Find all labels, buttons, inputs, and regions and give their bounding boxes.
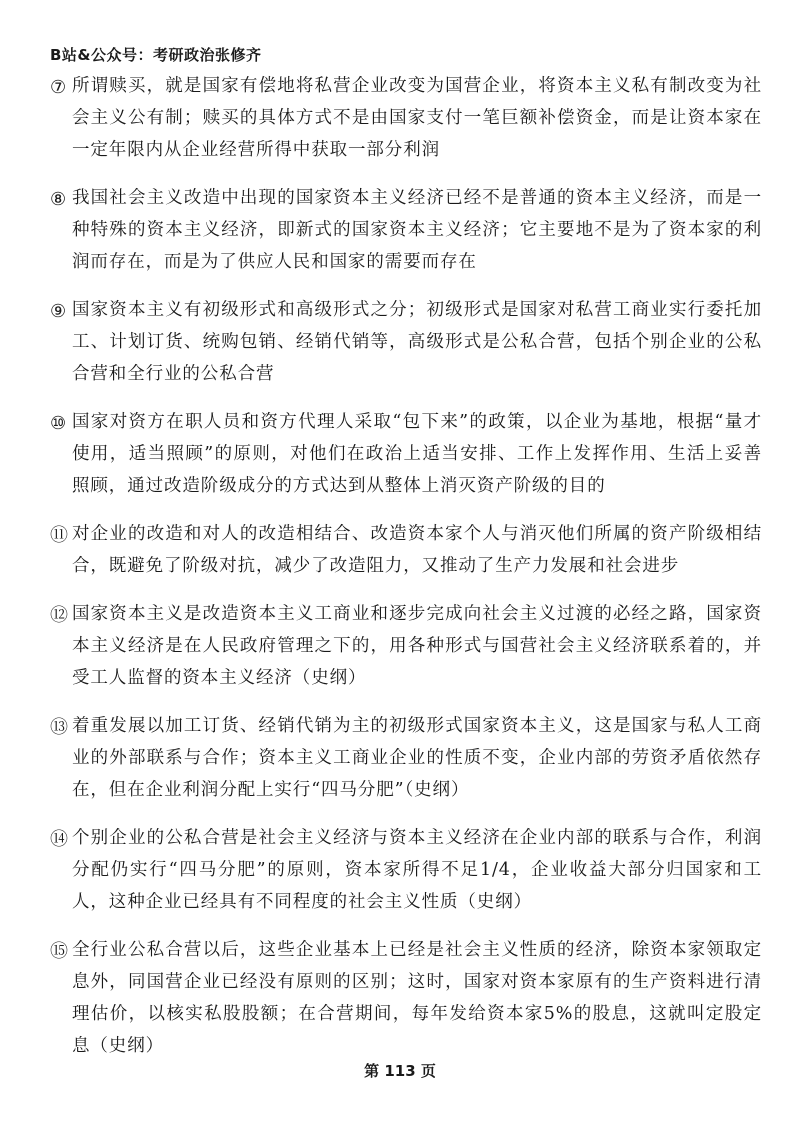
item-text-12: 国家资本主义是改造资本主义工商业和逐步完成向社会主义过渡的必经之路，国家资本主义经济是在人民政府管理之下的，用各种形式与国营社会主义经济联系着的，并受工人监督的资本主义经济（史纲）: [72, 604, 762, 688]
page-number-label: 第 113 页: [364, 1062, 436, 1080]
page-header: [50, 44, 262, 65]
item-number-9: ⑨: [50, 301, 67, 322]
note-item-14: [50, 822, 762, 918]
item-text-7: 所谓赎买，就是国家有偿地将私营企业改变为国营企业，将资本主义私有制改变为社会主义公有制；赎买的具体方式不是由国家支付一笔巨额补偿资金，而是让资本家在一定年限内从企业经营所得中获取一部分利润: [72, 76, 762, 160]
note-item-12: [50, 598, 762, 694]
note-item-9: [50, 294, 762, 390]
note-item-8: [50, 182, 762, 278]
study-notes: [50, 70, 762, 1078]
header-label: B站&公众号：考研政治张修齐: [50, 46, 262, 64]
note-item-10: [50, 406, 762, 502]
item-number-12: ⑫: [50, 605, 68, 626]
item-text-13: 着重发展以加工订货、经销代销为主的初级形式国家资本主义，这是国家与私人工商业的外部联系与合作；资本主义工商业企业的性质不变，企业内部的劳资矛盾依然存在，但在企业利润分配上实行“四马分肥”（史纲）: [72, 716, 762, 800]
item-number-7: ⑦: [50, 77, 67, 98]
note-item-15: [50, 934, 762, 1062]
item-number-13: ⑬: [50, 717, 68, 738]
item-text-11: 对企业的改造和对人的改造相结合、改造资本家个人与消灭他们所属的资产阶级相结合，既避免了阶级对抗，减少了改造阻力，又推动了生产力发展和社会进步: [72, 524, 762, 576]
note-item-7: [50, 70, 762, 166]
page-number: [0, 1060, 800, 1081]
item-number-14: ⑭: [50, 829, 68, 850]
item-number-11: ⑪: [50, 525, 68, 546]
item-text-15: 全行业公私合营以后，这些企业基本上已经是社会主义性质的经济，除资本家领取定息外，同国营企业已经没有原则的区别；这时，国家对资本家原有的生产资料进行清理估价，以核实私股股额；在合营期间，每年发给资本家5%的股息，这就叫定股定息（史纲）: [72, 940, 762, 1056]
item-number-10: ⑩: [50, 413, 67, 434]
item-number-15: ⑮: [50, 941, 68, 962]
item-number-8: ⑧: [50, 189, 67, 210]
item-text-10: 国家对资方在职人员和资方代理人采取“包下来”的政策，以企业为基地，根据“量才使用，适当照顾”的原则，对他们在政治上适当安排、工作上发挥作用、生活上妥善照顾，通过改造阶级成分的方式达到从整体上消灭资产阶级的目的: [72, 412, 762, 496]
note-item-13: [50, 710, 762, 806]
item-text-9: 国家资本主义有初级形式和高级形式之分；初级形式是国家对私营工商业实行委托加工、计划订货、统购包销、经销代销等，高级形式是公私合营，包括个别企业的公私合营和全行业的公私合营: [72, 300, 762, 384]
item-text-14: 个别企业的公私合营是社会主义经济与资本主义经济在企业内部的联系与合作，利润分配仍实行“四马分肥”的原则，资本家所得不足1/4，企业收益大部分归国家和工人，这种企业已经具有不同程度的社会主义性质（史纲）: [72, 828, 762, 912]
item-text-8: 我国社会主义改造中出现的国家资本主义经济已经不是普通的资本主义经济，而是一种特殊的资本主义经济，即新式的国家资本主义经济；它主要地不是为了资本家的利润而存在，而是为了供应人民和国家的需要而存在: [72, 188, 762, 272]
note-item-11: [50, 518, 762, 582]
